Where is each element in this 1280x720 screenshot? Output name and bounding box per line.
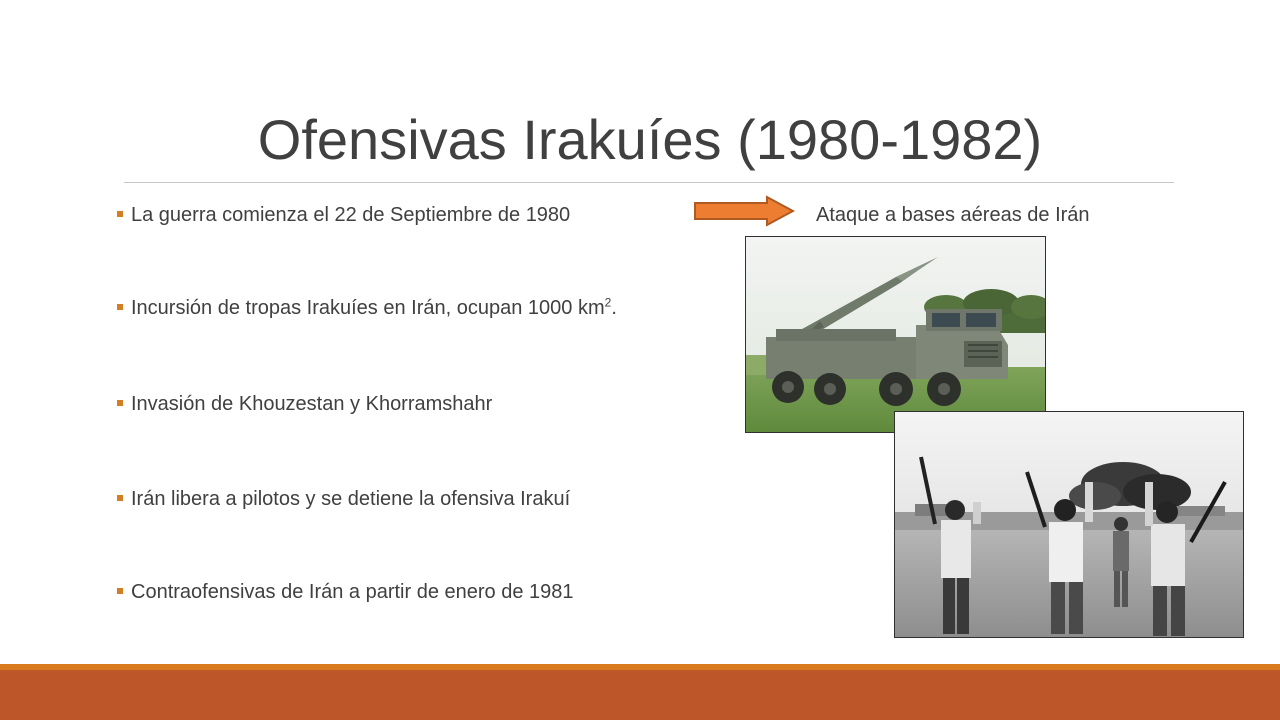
bullet-marker-icon (117, 495, 123, 501)
footer-band (0, 670, 1280, 720)
bullet-text: Irán libera a pilotos y se detiene la ofensiva Irakuí (131, 488, 571, 510)
bullet-marker-icon (117, 400, 123, 406)
bullet-item (117, 580, 574, 604)
bullet-text: La guerra comienza el 22 de Septiembre de 1980 (131, 204, 571, 226)
bullet-superscript: 2 (604, 295, 612, 310)
missile-launcher-truck-photo (745, 236, 1046, 433)
bullet-item (117, 203, 570, 227)
bullet-text: Incursión de tropas Irakuíes en Irán, ocupan 1000 km (131, 297, 605, 319)
bullet-text: Invasión de Khouzestan y Khorramshahr (131, 393, 493, 415)
bullet-text: Contraofensivas de Irán a partir de enero de 1981 (131, 581, 574, 603)
bullet-marker-icon (117, 304, 123, 310)
slide-title: Ofensivas Irakuíes (1980-1982) (257, 108, 1043, 171)
bullet-item (117, 392, 492, 416)
bullet-marker-icon (117, 211, 123, 217)
bullet-item (117, 487, 570, 511)
bullet-marker-icon (117, 588, 123, 594)
right-arrow-icon (693, 195, 795, 227)
bullet-item (117, 296, 617, 320)
arrow-target-text: Ataque a bases aéreas de Irán (816, 204, 1090, 226)
bullet-suffix: . (611, 297, 617, 319)
soldiers-celebrating-photo (894, 411, 1244, 638)
title-underline (124, 182, 1174, 183)
